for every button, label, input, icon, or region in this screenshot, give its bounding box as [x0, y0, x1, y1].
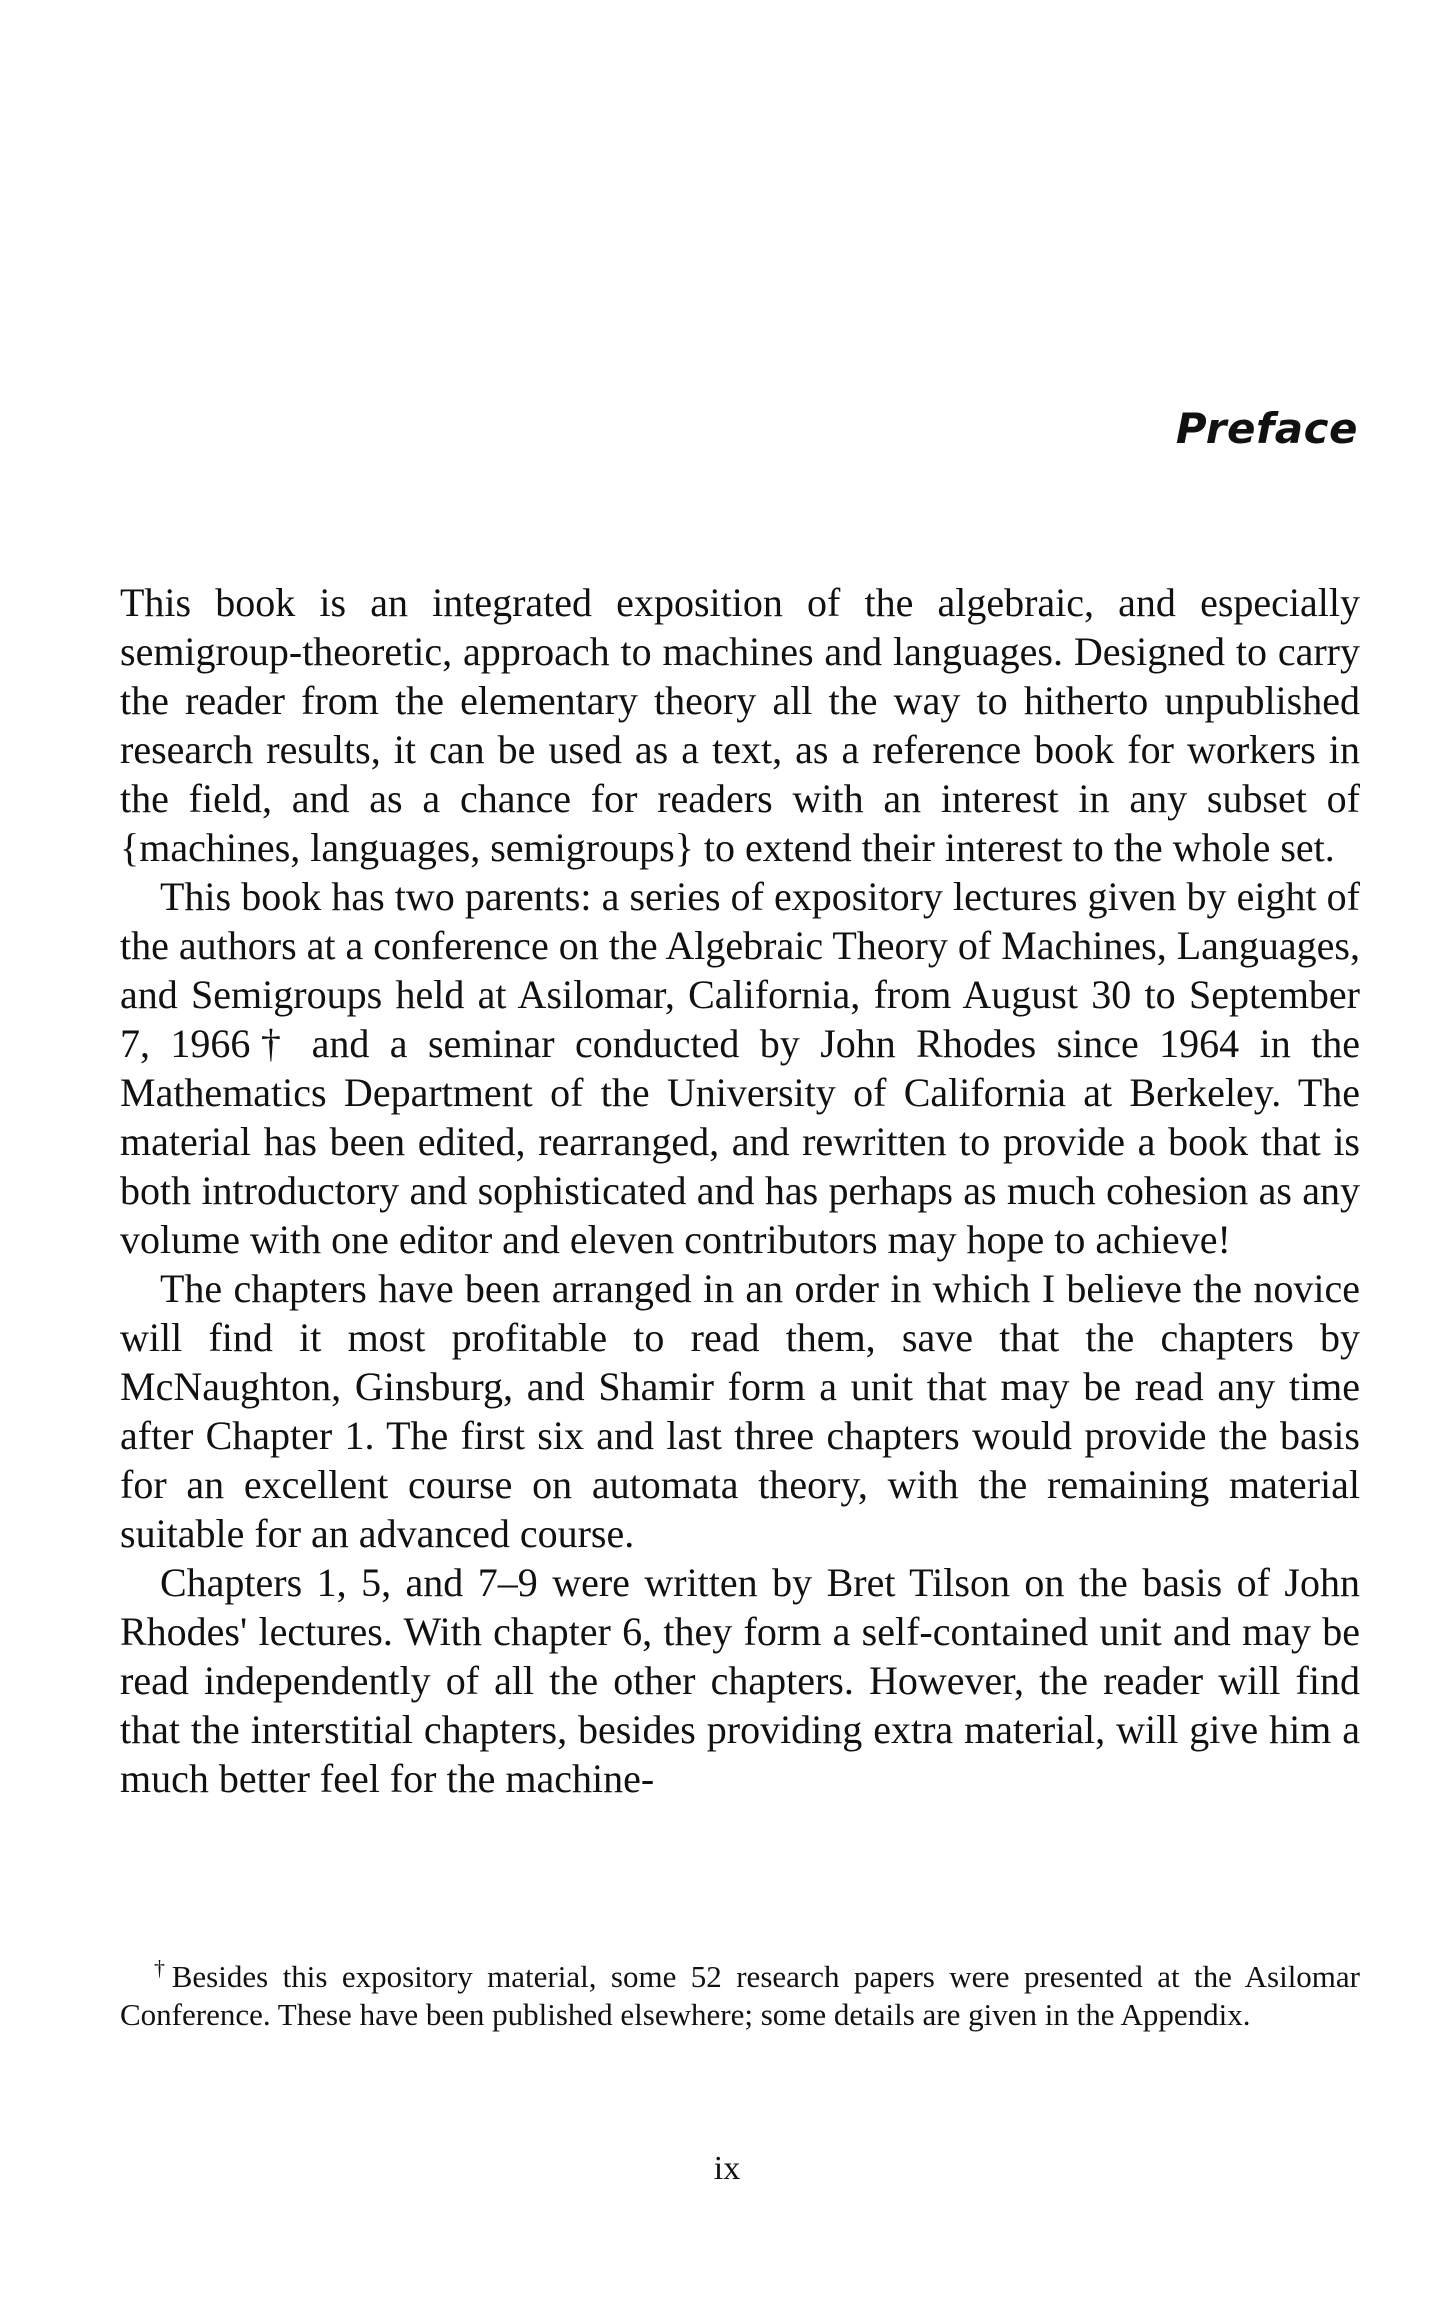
- preface-body: [120, 578, 1360, 1803]
- paragraph-1: This book is an integrated exposition of the algebraic, and especially semigroup-theoretic, approach to machines and languages. Designed to carry the reader from the elementary theory all the way to hitherto unpublished research results, it can be used as a text, as a reference book for workers in the field, and as a chance for readers with an interest in any subset of {machines, languages, semigroups} to extend their interest to the whole set.: [120, 580, 1360, 870]
- footnote-marker: †: [154, 1955, 172, 1981]
- footnote-text: Besides this expository material, some 52 research papers were presented at the Asilomar Conference. These have been published elsewhere; some details are given in the Appendix.: [120, 1959, 1360, 2032]
- footnote-area: [120, 1955, 1360, 2034]
- footnote: [120, 1955, 1360, 2034]
- page-title: Preface: [1175, 404, 1358, 453]
- paragraph-3: The chapters have been arranged in an order in which I believe the novice will find it most profitable to read them, save that the chapters by McNaughton, Ginsburg, and Shamir form a unit that may be read any time after Chapter 1. The first six and last three chapters would provide the basis for an excellent course on automata theory, with the remaining material suitable for an advanced course.: [120, 1266, 1360, 1556]
- page-number: ix: [713, 2150, 741, 2187]
- paragraph-4: Chapters 1, 5, and 7–9 were written by Bret Tilson on the basis of John Rhodes' lectures. With chapter 6, they form a self-contained unit and may be read independently of all the other chapters. However, the reader will find that the interstitial chapters, besides providing extra material, will give him a much better feel for the machine-: [120, 1560, 1360, 1801]
- paragraph-2: This book has two parents: a series of expository lectures given by eight of the authors at a conference on the Algebraic Theory of Machines, Languages, and Semigroups held at Asilomar, California, from August 30 to September 7, 1966† and a seminar conducted by John Rhodes since 1964 in the Mathematics Department of the University of California at Berkeley. The material has been edited, rearranged, and rewritten to provide a book that is both introductory and sophisticated and has perhaps as much cohesion as any volume with one editor and eleven contributors may hope to achieve!: [120, 874, 1360, 1262]
